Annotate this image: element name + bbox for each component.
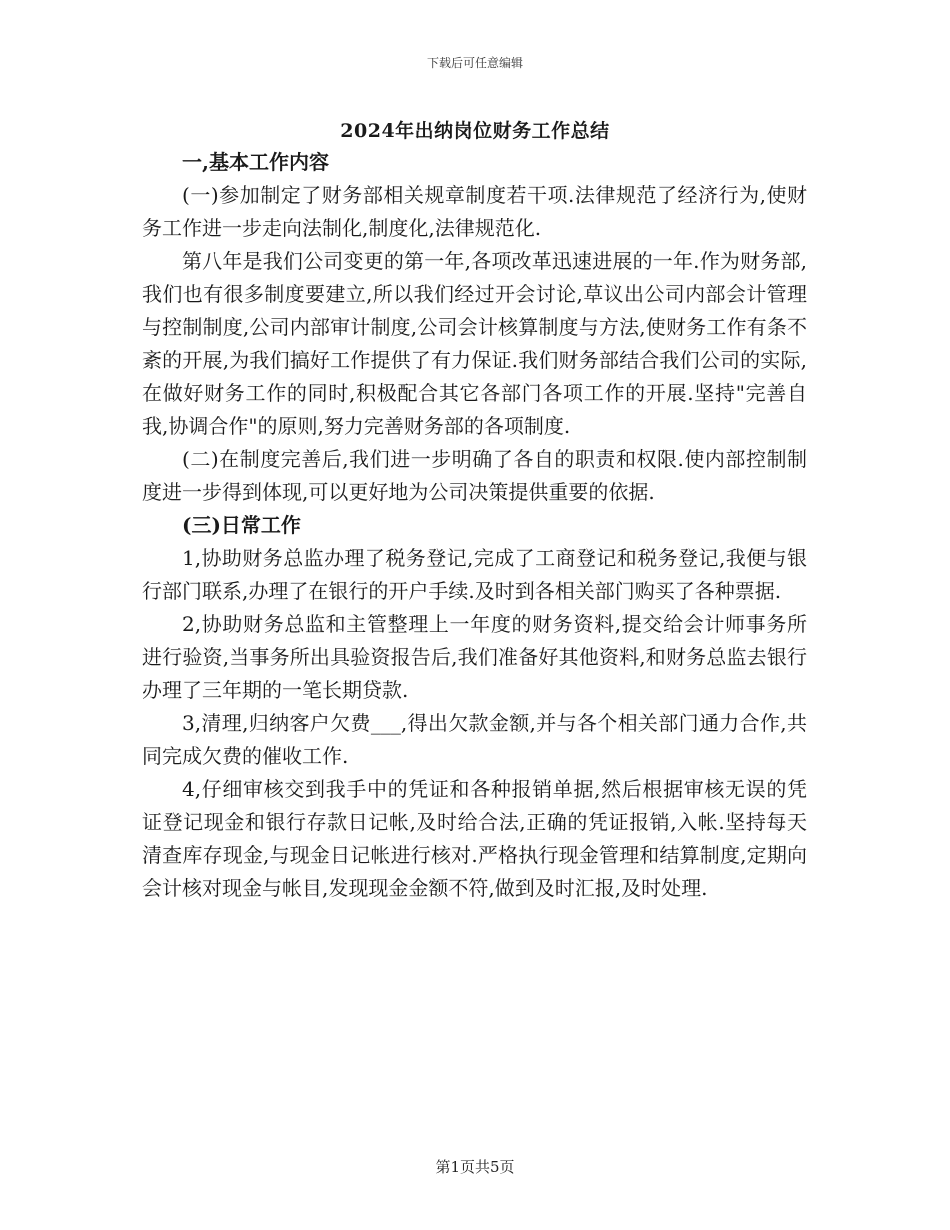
paragraph-eighth-year: 第八年是我们公司变更的第一年,各项改革迅速进展的一年.作为财务部,我们也有很多制度要建立,所以我们经过开会讨论,草议出公司内部会计管理与控制制度,公司内部审计制度,公司会计核算制度与方法,使财务工作有条不紊的开展,为我们搞好工作提供了有力保证.我们财务部结合我们公司的实际,在做好财务工作的同时,积极配合其它各部门各项工作的开展.坚持"完善自我,协调合作"的原则,努力完善财务部的各项制度. (142, 249, 807, 438)
paragraph-responsibilities: (二)在制度完善后,我们进一步明确了各自的职责和权限.使内部控制制度进一步得到体现,可以更好地为公司决策提供重要的依据. (142, 447, 807, 504)
page-header-note: 下载后可任意编辑 (426, 56, 523, 70)
paragraph-item-3: 3,清理,归纳客户欠费___,得出欠款金额,并与各个相关部门通力合作,共同完成欠费的催收工作. (142, 711, 807, 768)
paragraph-regulations: (一)参加制定了财务部相关规章制度若干项.法律规范了经济行为,使财务工作进一步走向法制化,制度化,法律规范化. (142, 183, 807, 240)
section-heading-basic-work: 一,基本工作内容 (182, 150, 329, 174)
document-body (142, 146, 807, 905)
document-title: 2024年出纳岗位财务工作总结 (340, 120, 610, 142)
paragraph-item-2: 2,协助财务总监和主管整理上一年度的财务资料,提交给会计师事务所进行验资,当事务所出具验资报告后,我们准备好其他资料,和财务总监去银行办理了三年期的一笔长期贷款. (142, 612, 807, 702)
paragraph-item-1: 1,协助财务总监办理了税务登记,完成了工商登记和税务登记,我便与银行部门联系,办理了在银行的开户手续.及时到各相关部门购买了各种票据. (142, 546, 807, 603)
paragraph-item-4: 4,仔细审核交到我手中的凭证和各种报销单据,然后根据审核无误的凭证登记现金和银行存款日记帐,及时给合法,正确的凭证报销,入帐.坚持每天清查库存现金,与现金日记帐进行核对.严格执行现金管理和结算制度,定期向会计核对现金与帐目,发现现金金额不符,做到及时汇报,及时处理. (142, 777, 807, 900)
section-heading-daily-work: (三)日常工作 (182, 513, 301, 537)
page-number-footer: 第1页共5页 (435, 1158, 515, 1176)
